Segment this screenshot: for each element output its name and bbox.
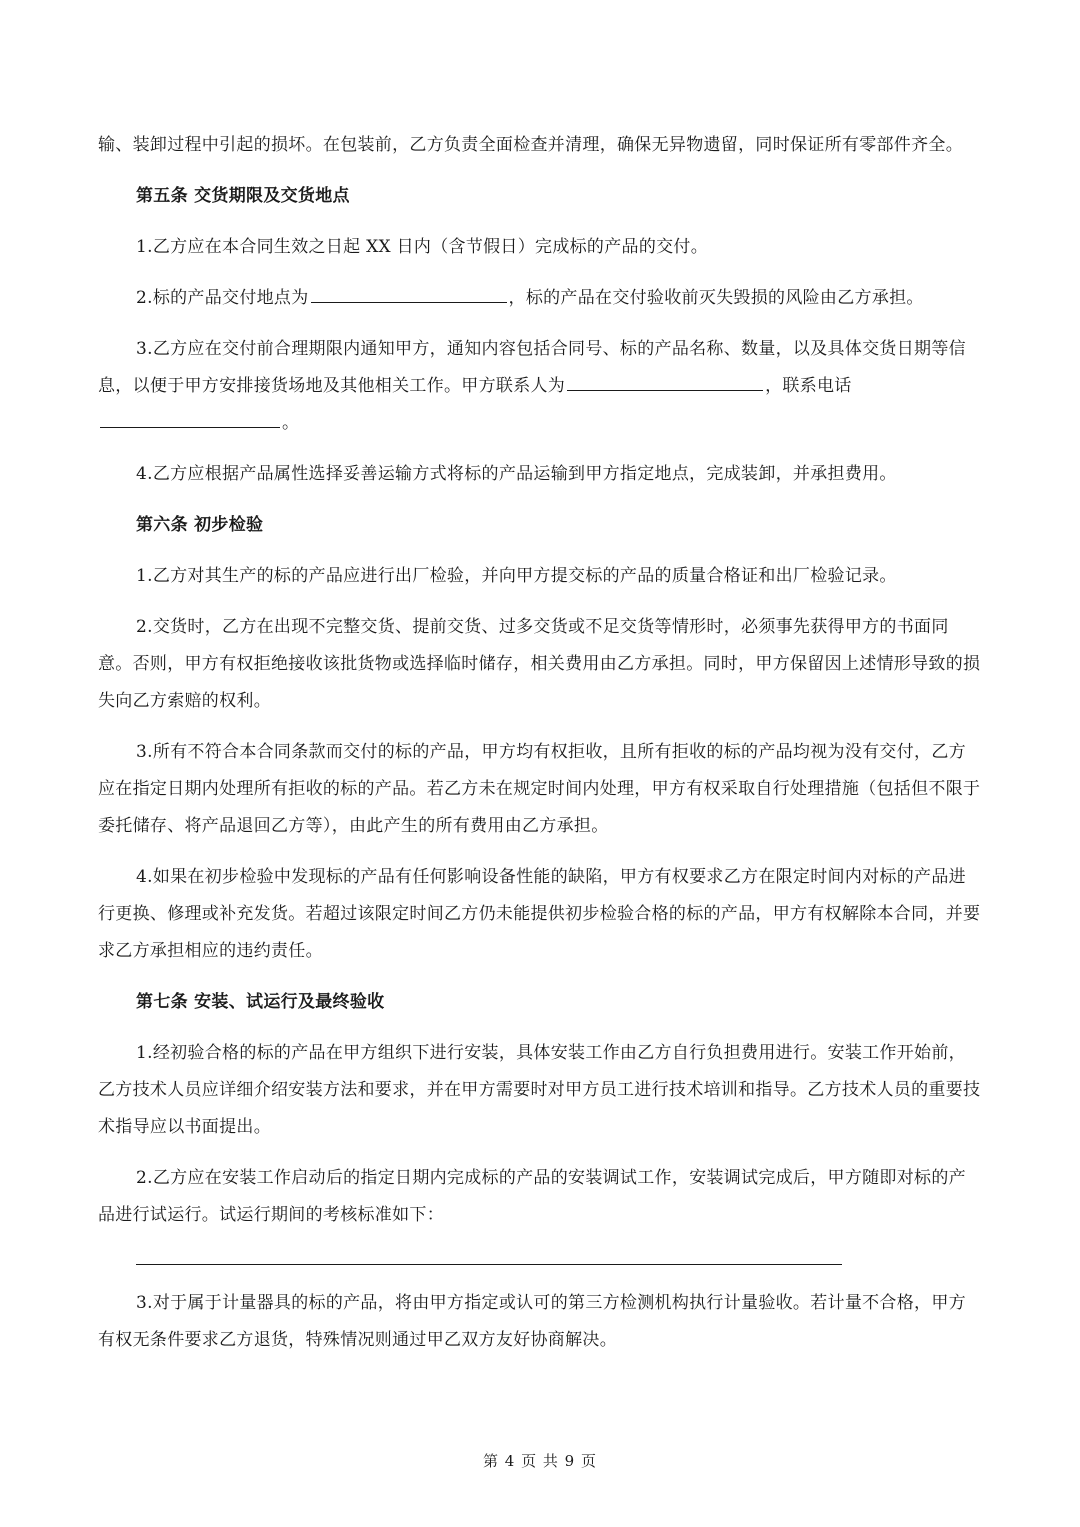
article-5-item-2-text-a: 2.标的产品交付地点为 [136, 288, 309, 308]
article-5-item-2 [98, 280, 982, 317]
contact-person-blank[interactable] [567, 372, 763, 391]
article-5-heading: 第五条 交货期限及交货地点 [136, 186, 350, 206]
delivery-location-blank[interactable] [311, 284, 507, 303]
article-5-item-3 [98, 331, 982, 442]
assessment-standard-blank-line[interactable] [136, 1264, 842, 1265]
article-6-item-2: 2.交货时，乙方在出现不完整交货、提前交货、过多交货或不足交货等情形时，必须事先获得甲方的书面同意。否则，甲方有权拒绝接收该批货物或选择临时储存，相关费用由乙方承担。同时，甲方保留因上述情形导致的损失向乙方索赔的权利。 [98, 617, 981, 711]
article-7-item-2: 2.乙方应在安装工作启动后的指定日期内完成标的产品的安装调试工作，安装调试完成后，甲方随即对标的产品进行试运行。试运行期间的考核标准如下： [98, 1168, 966, 1225]
article-5-item-1: 1.乙方应在本合同生效之日起 XX 日内（含节假日）完成标的产品的交付。 [136, 237, 709, 257]
article-6-item-3: 3.所有不符合本合同条款而交付的标的产品，甲方均有权拒收，且所有拒收的标的产品均视为没有交付，乙方应在指定日期内处理所有拒收的标的产品。若乙方未在规定时间内处理，甲方有权采取自行处理措施（包括但不限于委托储存、将产品退回乙方等），由此产生的所有费用由乙方承担。 [98, 742, 981, 836]
article-7-heading: 第七条 安装、试运行及最终验收 [136, 992, 385, 1012]
article-6-item-4: 4.如果在初步检验中发现标的产品有任何影响设备性能的缺陷，甲方有权要求乙方在限定时间内对标的产品进行更换、修理或补充发货。若超过该限定时间乙方仍未能提供初步检验合格的标的产品，甲方有权解除本合同，并要求乙方承担相应的违约责任。 [98, 867, 981, 961]
article-6-item-1: 1.乙方对其生产的标的产品应进行出厂检验，并向甲方提交标的产品的质量合格证和出厂检验记录。 [136, 566, 897, 586]
document-body [98, 127, 982, 1373]
article-5-item-4: 4.乙方应根据产品属性选择妥善运输方式将标的产品运输到甲方指定地点，完成装卸，并承担费用。 [136, 464, 897, 484]
article-5-item-3-text-a: 3.乙方应在交付前合理期限内通知甲方，通知内容包括合同号、标的产品名称、数量，以及具体交货日期等信息，以便于甲方安排接货场地及其他相关工作。甲方联系人为 [98, 339, 966, 396]
article-5-item-3-text-b: ，联系电话 [765, 376, 852, 396]
article-6-heading: 第六条 初步检验 [136, 515, 264, 535]
contact-phone-blank[interactable] [100, 409, 280, 428]
article-7-item-1: 1.经初验合格的标的产品在甲方组织下进行安装，具体安装工作由乙方自行负担费用进行。安装工作开始前，乙方技术人员应详细介绍安装方法和要求，并在甲方需要时对甲方员工进行技术培训和指导。乙方技术人员的重要技术指导应以书面提出。 [98, 1043, 981, 1137]
article-7-item-3: 3.对于属于计量器具的标的产品，将由甲方指定或认可的第三方检测机构执行计量验收。若计量不合格，甲方有权无条件要求乙方退货，特殊情况则通过甲乙双方友好协商解决。 [98, 1293, 966, 1350]
page-number-footer: 第 4 页 共 9 页 [483, 1452, 597, 1470]
continued-paragraph: 输、装卸过程中引起的损坏。在包装前，乙方负责全面检查并清理，确保无异物遗留，同时保证所有零部件齐全。 [98, 135, 963, 155]
article-5-item-3-text-c: 。 [282, 413, 300, 433]
article-5-item-2-text-b: ，标的产品在交付验收前灭失毁损的风险由乙方承担。 [508, 288, 924, 308]
